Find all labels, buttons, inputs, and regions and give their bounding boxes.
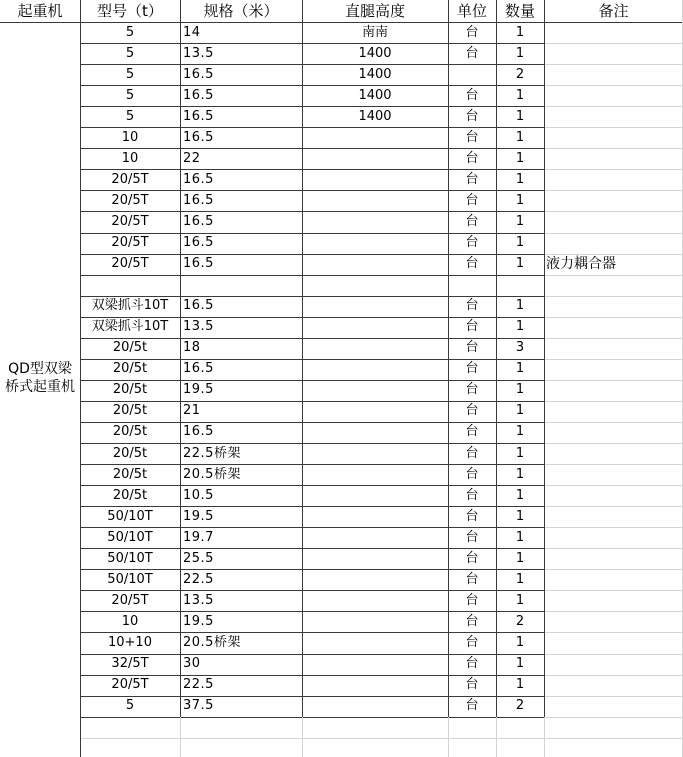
unit-cell: 台 [465, 24, 479, 40]
row-border [80, 148, 544, 149]
header-spec: 规格（米） [203, 2, 279, 20]
note-cell [544, 696, 683, 716]
model-cell: 5 [125, 698, 135, 714]
unit-cell: 台 [465, 108, 479, 124]
model-cell: 20/5t [112, 361, 148, 377]
column-border [544, 0, 545, 717]
spec-cell: 16.5 [183, 192, 214, 208]
header-leg-height: 直腿高度 [344, 2, 405, 20]
column-border [448, 0, 449, 717]
qty-cell [496, 275, 544, 295]
row-border [80, 548, 544, 549]
row-border [80, 675, 544, 676]
model-cell: 20/5t [112, 403, 148, 419]
note-cell [544, 233, 683, 253]
spec-cell: 19.5 [183, 508, 214, 524]
qty-cell: 1 [515, 298, 525, 314]
row-border-light [544, 317, 683, 318]
leg-height-cell [302, 612, 448, 632]
qty-cell: 1 [515, 108, 525, 124]
spec-cell: 13.5 [183, 319, 214, 335]
qty-cell: 2 [515, 698, 525, 714]
unit-cell: 台 [465, 150, 479, 166]
row-border-light [544, 233, 683, 234]
row-border [80, 443, 544, 444]
leg-height-cell [302, 444, 448, 464]
unit-cell: 台 [465, 571, 479, 587]
model-cell: 50/10T [107, 550, 153, 566]
unit-cell: 台 [465, 508, 479, 524]
unit-cell: 台 [465, 45, 479, 61]
model-cell: 10 [121, 150, 139, 166]
row-border [80, 569, 544, 570]
leg-height-cell [302, 422, 448, 442]
column-border-light [302, 717, 303, 757]
spec-cell: 14 [183, 24, 201, 40]
unit-cell: 台 [465, 592, 479, 608]
unit-cell [448, 275, 496, 295]
note-cell [544, 170, 683, 190]
note-cell [544, 44, 683, 64]
leg-height-cell [302, 549, 448, 569]
column-border-light [180, 717, 181, 757]
spec-cell: 20.5桥架 [183, 466, 241, 482]
note-cell: 液力耦合器 [546, 256, 616, 273]
note-cell [544, 465, 683, 485]
column-border [180, 0, 181, 717]
leg-height-cell: 1400 [358, 108, 392, 124]
leg-height-cell [302, 633, 448, 653]
qty-cell: 1 [515, 213, 525, 229]
leg-height-cell [302, 359, 448, 379]
qty-cell: 1 [515, 508, 525, 524]
note-cell [544, 570, 683, 590]
model-cell: 50/10T [107, 508, 153, 524]
spec-cell: 22 [183, 150, 201, 166]
model-cell: 20/5T [111, 592, 149, 608]
row-border-light [544, 275, 683, 276]
spec-cell: 16.5 [183, 66, 214, 82]
leg-height-cell [302, 696, 448, 716]
note-cell [544, 149, 683, 169]
row-border [80, 485, 544, 486]
row-border [80, 359, 544, 360]
spec-cell: 16.5 [183, 129, 214, 145]
row-border-light [544, 590, 683, 591]
qty-cell: 1 [515, 129, 525, 145]
category-label: QD型双梁 桥式起重机 [5, 361, 75, 395]
row-border [80, 106, 544, 107]
unit-cell: 台 [465, 382, 479, 398]
row-border-light [544, 211, 683, 212]
leg-height-cell [302, 654, 448, 674]
row-border [80, 632, 544, 633]
spec-cell: 22.5桥架 [183, 445, 241, 461]
row-border-light [544, 296, 683, 297]
note-cell [544, 338, 683, 358]
qty-cell: 1 [515, 487, 525, 503]
row-border-light [544, 190, 683, 191]
spec-cell: 30 [183, 656, 201, 671]
row-border-light [544, 696, 683, 697]
leg-height-cell: 1400 [358, 66, 392, 82]
column-border-light [448, 717, 449, 757]
note-cell [544, 654, 683, 674]
spec-cell: 13.5 [183, 592, 214, 608]
row-border [80, 317, 544, 318]
qty-cell: 1 [515, 192, 525, 208]
spec-cell: 16.5 [183, 256, 214, 272]
spec-cell: 21 [183, 403, 201, 419]
spec-cell: 16.5 [183, 171, 214, 187]
leg-height-cell: 南南 [361, 24, 388, 40]
row-border [80, 717, 544, 718]
row-border [80, 211, 544, 212]
row-border [80, 696, 544, 697]
spec-cell: 16.5 [183, 87, 214, 103]
model-cell: 20/5t [112, 424, 148, 440]
unit-cell: 台 [465, 424, 479, 440]
note-cell [544, 675, 683, 695]
row-border-light [544, 485, 683, 486]
leg-height-cell [302, 591, 448, 611]
qty-cell: 1 [515, 634, 525, 650]
row-border [80, 169, 544, 170]
model-cell: 5 [125, 45, 135, 61]
leg-height-cell [302, 212, 448, 232]
row-border-light [544, 464, 683, 465]
unit-cell: 台 [465, 487, 479, 503]
qty-cell: 1 [515, 24, 525, 40]
row-border [80, 590, 544, 591]
row-border [80, 527, 544, 528]
leg-height-cell [302, 275, 448, 295]
row-border-light [544, 548, 683, 549]
model-cell: 20/5T [111, 213, 149, 229]
spec-cell: 16.5 [183, 213, 214, 229]
qty-cell: 1 [515, 550, 525, 566]
row-border [80, 254, 544, 255]
unit-cell: 台 [465, 634, 479, 650]
qty-cell: 1 [515, 319, 525, 335]
leg-height-cell [302, 486, 448, 506]
unit-cell: 台 [465, 213, 479, 229]
row-border [80, 401, 544, 402]
spec-cell: 19.5 [183, 382, 214, 398]
model-cell: 20/5T [111, 192, 149, 208]
row-border-light [544, 569, 683, 570]
note-cell [544, 359, 683, 379]
row-border-light [544, 527, 683, 528]
row-border [80, 296, 544, 297]
row-border-light [544, 127, 683, 128]
spec-cell: 16.5 [183, 108, 214, 124]
note-cell [544, 296, 683, 316]
row-border [80, 611, 544, 612]
leg-height-cell [302, 191, 448, 211]
leg-height-cell [302, 233, 448, 253]
unit-cell: 台 [465, 340, 479, 356]
leg-height-cell: 1400 [358, 45, 392, 61]
note-cell [544, 612, 683, 632]
row-border-light [544, 422, 683, 423]
model-cell: 50/10T [107, 571, 153, 587]
leg-height-cell [302, 528, 448, 548]
qty-cell: 1 [515, 361, 525, 377]
spec-cell: 16.5 [183, 235, 214, 250]
model-cell [80, 275, 180, 295]
row-border [80, 127, 544, 128]
model-cell: 32/5T [111, 656, 149, 671]
qty-cell: 1 [515, 656, 525, 671]
row-border-light [544, 632, 683, 633]
leg-height-cell [302, 254, 448, 274]
spec-cell: 19.5 [183, 613, 214, 629]
row-border-light [544, 380, 683, 381]
leg-height-cell [302, 401, 448, 421]
qty-cell: 1 [515, 150, 525, 166]
note-cell [544, 128, 683, 148]
spec-cell: 22.5 [183, 677, 214, 693]
qty-cell: 1 [515, 424, 525, 440]
model-cell: 10 [121, 129, 139, 145]
leg-height-cell [302, 507, 448, 527]
qty-cell: 1 [515, 677, 525, 693]
qty-cell: 1 [515, 466, 525, 482]
row-border-light [544, 85, 683, 86]
model-cell: 5 [125, 24, 135, 40]
model-cell: 10 [121, 613, 139, 629]
qty-cell: 2 [515, 66, 525, 82]
column-border-light [544, 717, 545, 757]
note-cell [544, 317, 683, 337]
note-cell [544, 549, 683, 569]
leg-height-cell [302, 128, 448, 148]
leg-height-cell [302, 149, 448, 169]
unit-cell: 台 [465, 256, 479, 272]
spec-cell: 37.5 [183, 698, 214, 714]
row-border-light [544, 654, 683, 655]
model-cell: 50/10T [107, 529, 153, 545]
row-border [80, 380, 544, 381]
model-cell: 20/5t [112, 466, 148, 482]
row-border-light [544, 338, 683, 339]
note-cell [544, 107, 683, 127]
header-note: 备注 [598, 2, 629, 20]
row-border-light [544, 43, 683, 44]
model-cell: 双梁抓斗10T [91, 319, 169, 335]
unit-cell: 台 [465, 550, 479, 566]
note-cell [544, 507, 683, 527]
model-cell: 20/5T [111, 171, 149, 187]
column-border [496, 0, 497, 717]
model-cell: 20/5t [112, 340, 148, 356]
row-border [80, 233, 544, 234]
unit-cell: 台 [465, 235, 479, 250]
leg-height-cell [302, 338, 448, 358]
spec-cell: 16.5 [183, 424, 214, 440]
column-border [80, 0, 81, 757]
model-cell: 20/5t [112, 382, 148, 398]
unit-cell: 台 [465, 445, 479, 461]
unit-cell [448, 65, 496, 85]
unit-cell: 台 [465, 171, 479, 187]
header-model: 型号（t） [97, 2, 163, 20]
qty-cell: 1 [515, 571, 525, 587]
qty-cell: 1 [515, 256, 525, 272]
row-border [80, 64, 544, 65]
row-border [80, 275, 544, 276]
column-border-light [496, 717, 497, 757]
row-border [80, 190, 544, 191]
header-unit: 单位 [456, 2, 487, 20]
leg-height-cell [302, 380, 448, 400]
unit-cell: 台 [465, 403, 479, 419]
qty-cell: 1 [515, 529, 525, 545]
spec-cell: 16.5 [183, 298, 214, 314]
model-cell: 20/5t [112, 445, 148, 461]
qty-cell: 1 [515, 403, 525, 419]
row-border-light [544, 443, 683, 444]
qty-cell: 3 [515, 340, 525, 356]
unit-cell: 台 [465, 319, 479, 335]
spec-cell: 22.5 [183, 571, 214, 587]
model-cell: 20/5T [111, 256, 149, 272]
header-category: 起重机 [17, 2, 63, 20]
leg-height-cell [302, 570, 448, 590]
note-cell [544, 86, 683, 106]
note-cell [544, 191, 683, 211]
row-border-light [544, 106, 683, 107]
model-cell: 20/5T [111, 235, 149, 250]
spec-cell: 18 [183, 340, 201, 356]
unit-cell: 台 [465, 87, 479, 103]
row-border-light [544, 254, 683, 255]
note-cell [544, 591, 683, 611]
header-border [0, 22, 683, 23]
unit-cell: 台 [465, 656, 479, 671]
unit-cell: 台 [465, 613, 479, 629]
qty-cell: 1 [515, 87, 525, 103]
row-border-light [544, 169, 683, 170]
unit-cell: 台 [465, 529, 479, 545]
model-cell: 20/5T [111, 677, 149, 693]
leg-height-cell [302, 296, 448, 316]
spec-cell: 25.5 [183, 550, 214, 566]
unit-cell: 台 [465, 677, 479, 693]
row-border-light [544, 401, 683, 402]
row-border [80, 338, 544, 339]
leg-height-cell [302, 675, 448, 695]
spec-cell: 16.5 [183, 361, 214, 377]
model-cell: 5 [125, 108, 135, 124]
row-border-light [544, 506, 683, 507]
qty-cell: 1 [515, 45, 525, 61]
note-cell [544, 65, 683, 85]
note-cell [544, 275, 683, 295]
row-border [80, 422, 544, 423]
note-cell [544, 422, 683, 442]
qty-cell: 1 [515, 382, 525, 398]
note-cell [544, 401, 683, 421]
note-cell [544, 444, 683, 464]
note-cell [544, 633, 683, 653]
row-border-light [544, 717, 683, 718]
row-border-light [544, 64, 683, 65]
spec-cell: 19.7 [183, 529, 214, 545]
leg-height-cell [302, 465, 448, 485]
unit-cell: 台 [465, 129, 479, 145]
row-border-light [544, 359, 683, 360]
qty-cell: 1 [515, 445, 525, 461]
note-cell [544, 23, 683, 43]
qty-cell: 1 [515, 171, 525, 187]
row-border [80, 464, 544, 465]
row-border [80, 43, 544, 44]
unit-cell: 台 [465, 698, 479, 714]
row-border [80, 506, 544, 507]
row-border [80, 654, 544, 655]
leg-height-cell: 1400 [358, 87, 392, 103]
model-cell: 10+10 [108, 634, 152, 650]
spec-cell: 20.5桥架 [183, 634, 241, 650]
spec-cell: 13.5 [183, 45, 214, 61]
model-cell: 20/5t [112, 487, 148, 503]
empty-row-border [80, 738, 683, 739]
qty-cell: 1 [515, 592, 525, 608]
note-cell [544, 528, 683, 548]
qty-cell: 1 [515, 235, 525, 250]
unit-cell: 台 [465, 466, 479, 482]
model-cell: 5 [125, 87, 135, 103]
spec-cell: 10.5 [183, 487, 214, 503]
qty-cell: 2 [515, 613, 525, 629]
unit-cell: 台 [465, 192, 479, 208]
row-border-light [544, 611, 683, 612]
spec-cell [180, 275, 302, 295]
row-border-light [544, 148, 683, 149]
note-cell [544, 380, 683, 400]
row-border-light [544, 675, 683, 676]
unit-cell: 台 [465, 298, 479, 314]
leg-height-cell [302, 317, 448, 337]
model-cell: 5 [125, 66, 135, 82]
column-border [302, 0, 303, 717]
note-cell [544, 212, 683, 232]
note-cell [544, 486, 683, 506]
row-border [80, 85, 544, 86]
header-qty: 数量 [504, 2, 535, 20]
model-cell: 双梁抓斗10T [91, 298, 169, 314]
unit-cell: 台 [465, 361, 479, 377]
leg-height-cell [302, 170, 448, 190]
